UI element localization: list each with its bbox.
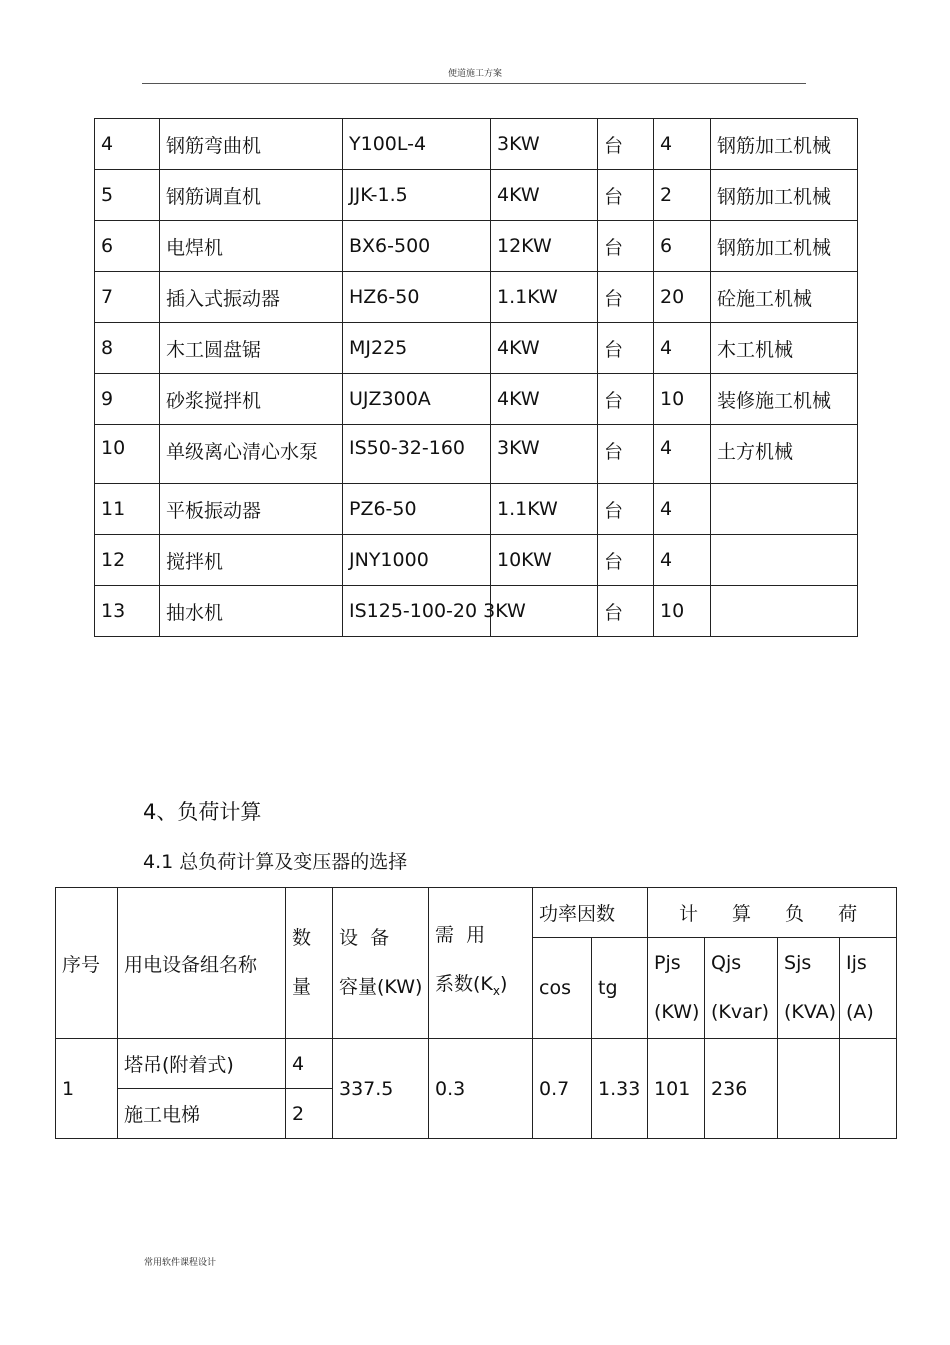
equipment-cell-unit: 台	[598, 170, 654, 221]
equipment-cell-name: 平板振动器	[160, 484, 343, 535]
equipment-cell-unit: 台	[598, 484, 654, 535]
load-calc-table	[55, 887, 897, 1139]
equipment-cell-qty: 20	[654, 272, 711, 323]
equipment-cell-unit: 台	[598, 425, 654, 484]
header-rule	[142, 83, 806, 84]
equipment-cell-power: 4KW	[491, 374, 598, 425]
equipment-cell-power: 3KW	[491, 425, 598, 484]
header-capacity-line1: 设 备	[339, 927, 390, 949]
header-sjs	[778, 938, 840, 1039]
equipment-cell-qty: 10	[654, 586, 711, 637]
header-pjs-line1: Pjs	[654, 952, 681, 974]
header-pjs	[648, 938, 705, 1039]
equipment-cell-category: 装修施工机械	[711, 374, 858, 425]
equipment-cell-seq: 12	[95, 535, 160, 586]
equipment-cell-category	[711, 484, 858, 535]
header-tg: tg	[592, 938, 648, 1039]
equipment-row	[95, 484, 858, 535]
equipment-cell-seq: 8	[95, 323, 160, 374]
equipment-cell-model: MJ225	[343, 323, 491, 374]
header-pjs-line2: (KW)	[654, 1001, 700, 1023]
equipment-cell-qty: 4	[654, 535, 711, 586]
equipment-cell-unit: 台	[598, 586, 654, 637]
equipment-cell-name: 木工圆盘锯	[160, 323, 343, 374]
equipment-cell-unit: 台	[598, 272, 654, 323]
equipment-cell-power: 1.1KW	[491, 272, 598, 323]
equipment-table-body	[95, 119, 858, 637]
row-pjs: 101	[648, 1039, 705, 1139]
equipment-cell-seq: 9	[95, 374, 160, 425]
row-item-name: 施工电梯	[118, 1089, 286, 1139]
row-item-qty: 4	[286, 1039, 333, 1089]
equipment-cell-category: 砼施工机械	[711, 272, 858, 323]
equipment-cell-seq: 10	[95, 425, 160, 484]
equipment-cell-unit: 台	[598, 221, 654, 272]
row-item-name: 塔吊(附着式)	[118, 1039, 286, 1089]
equipment-cell-seq: 13	[95, 586, 160, 637]
equipment-cell-seq: 11	[95, 484, 160, 535]
header-capacity	[333, 888, 429, 1039]
equipment-cell-unit: 台	[598, 374, 654, 425]
header-power-factor: 功率因数	[533, 888, 648, 938]
row-seq: 1	[56, 1039, 118, 1139]
row-ijs	[840, 1039, 897, 1139]
equipment-cell-name: 搅拌机	[160, 535, 343, 586]
equipment-cell-name: 砂浆搅拌机	[160, 374, 343, 425]
equipment-cell-model: HZ6-50	[343, 272, 491, 323]
equipment-row	[95, 323, 858, 374]
section-heading: 4、负荷计算	[143, 800, 262, 824]
equipment-cell-category	[711, 535, 858, 586]
equipment-cell-name: 单级离心清心水泵	[160, 425, 343, 484]
equipment-cell-unit: 台	[598, 119, 654, 170]
equipment-cell-power: 12KW	[491, 221, 598, 272]
equipment-cell-name: 钢筋弯曲机	[160, 119, 343, 170]
equipment-row	[95, 221, 858, 272]
header-sjs-line2: (KVA)	[784, 1001, 837, 1023]
header-qjs-line1: Qjs	[711, 952, 742, 974]
equipment-cell-qty: 2	[654, 170, 711, 221]
equipment-cell-category: 钢筋加工机械	[711, 221, 858, 272]
row-capacity: 337.5	[333, 1039, 429, 1139]
header-capacity-line2: 容量(KW)	[339, 976, 423, 998]
row-qjs: 236	[705, 1039, 778, 1139]
equipment-cell-name: 插入式振动器	[160, 272, 343, 323]
equipment-cell-power: 1.1KW	[491, 484, 598, 535]
equipment-cell-power: 4KW	[491, 170, 598, 221]
page-footer: 常用软件课程设计	[144, 1258, 217, 1268]
equipment-row	[95, 374, 858, 425]
header-qty-line2: 量	[292, 976, 312, 998]
equipment-row	[95, 535, 858, 586]
equipment-cell-qty: 4	[654, 119, 711, 170]
header-ijs-line1: Ijs	[846, 952, 867, 974]
header-calc-load	[648, 888, 897, 938]
header-calc-load-label: 计 算 负 荷	[678, 903, 872, 925]
equipment-cell-model: JJK-1.5	[343, 170, 491, 221]
equipment-cell-power: 10KW	[491, 535, 598, 586]
equipment-cell-qty: 4	[654, 484, 711, 535]
equipment-cell-model: IS125-100-20 3KW	[343, 586, 491, 637]
equipment-cell-qty: 6	[654, 221, 711, 272]
equipment-cell-model: UJZ300A	[343, 374, 491, 425]
equipment-cell-category: 钢筋加工机械	[711, 119, 858, 170]
equipment-row	[95, 272, 858, 323]
equipment-cell-model: IS50-32-160	[343, 425, 491, 484]
equipment-row	[95, 119, 858, 170]
header-coef-subscript: x	[492, 983, 500, 998]
header-coef-line2: 系数(K	[435, 972, 493, 995]
header-coef	[429, 888, 533, 1039]
header-qty	[286, 888, 333, 1039]
header-qjs-line2: (Kvar)	[711, 1001, 769, 1023]
header-group-name: 用电设备组名称	[118, 888, 286, 1039]
header-cos: cos	[533, 938, 592, 1039]
page-header-title: 便道施工方案	[447, 69, 502, 79]
header-ijs-line2: (A)	[846, 1001, 874, 1023]
equipment-cell-power: 4KW	[491, 323, 598, 374]
equipment-cell-seq: 7	[95, 272, 160, 323]
subsection-heading: 4.1 总负荷计算及变压器的选择	[143, 851, 408, 873]
header-ijs	[840, 938, 897, 1039]
row-sjs	[778, 1039, 840, 1139]
equipment-cell-seq: 6	[95, 221, 160, 272]
equipment-cell-name: 抽水机	[160, 586, 343, 637]
equipment-cell-model: PZ6-50	[343, 484, 491, 535]
header-seq: 序号	[56, 888, 118, 1039]
header-coef-line1: 需 用	[435, 923, 486, 946]
equipment-table	[94, 118, 858, 637]
equipment-cell-seq: 4	[95, 119, 160, 170]
equipment-row	[95, 425, 858, 484]
equipment-cell-qty: 10	[654, 374, 711, 425]
header-qjs	[705, 938, 778, 1039]
equipment-cell-qty: 4	[654, 323, 711, 374]
equipment-cell-category: 土方机械	[711, 425, 858, 484]
equipment-cell-name: 钢筋调直机	[160, 170, 343, 221]
equipment-cell-name: 电焊机	[160, 221, 343, 272]
equipment-cell-unit: 台	[598, 535, 654, 586]
header-sjs-line1: Sjs	[784, 952, 812, 974]
row-cos: 0.7	[533, 1039, 592, 1139]
header-coef-close: )	[499, 972, 508, 995]
header-qty-line1: 数	[292, 927, 312, 949]
equipment-cell-category: 钢筋加工机械	[711, 170, 858, 221]
equipment-cell-model: Y100L-4	[343, 119, 491, 170]
equipment-cell-power: 3KW	[491, 119, 598, 170]
row-item-qty: 2	[286, 1089, 333, 1139]
equipment-cell-category: 木工机械	[711, 323, 858, 374]
equipment-cell-model: JNY1000	[343, 535, 491, 586]
equipment-cell-qty: 4	[654, 425, 711, 484]
equipment-row	[95, 170, 858, 221]
row-coef: 0.3	[429, 1039, 533, 1139]
equipment-row	[95, 586, 858, 637]
equipment-cell-seq: 5	[95, 170, 160, 221]
row-tg: 1.33	[592, 1039, 648, 1139]
equipment-cell-model: BX6-500	[343, 221, 491, 272]
equipment-cell-category	[711, 586, 858, 637]
equipment-cell-unit: 台	[598, 323, 654, 374]
